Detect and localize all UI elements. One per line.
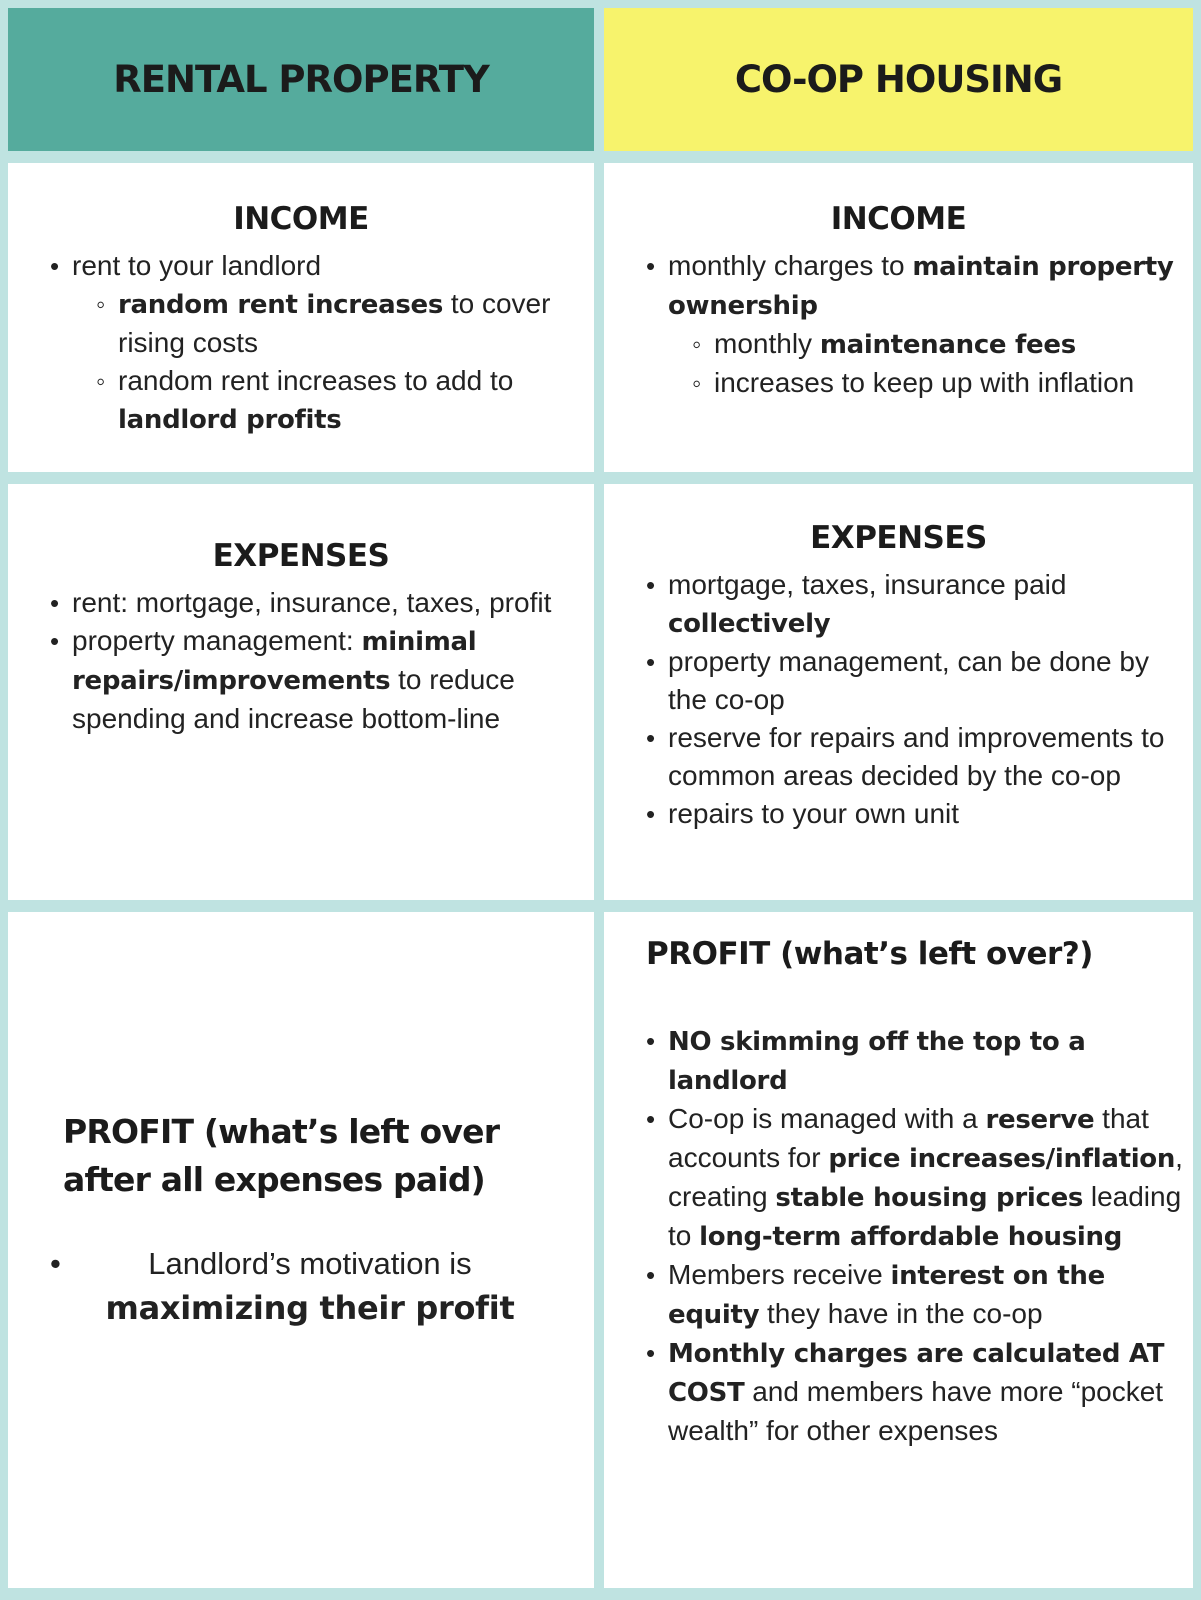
list-item: • Monthly charges are calculated AT COST and members have more “pocket wealth” for other expenses (646, 1334, 1186, 1450)
list-item: ◦ random rent increases to cover rising costs (96, 285, 570, 362)
rental-expenses-title: EXPENSES (212, 538, 390, 574)
list-item: • Members receive interest on the equity they have in the co-op (646, 1256, 1186, 1334)
motivation-text: Landlord’s motivation is (148, 1246, 472, 1281)
sub-list (96, 285, 570, 439)
list-item: • property management: minimal repairs/improvements to reduce spending and increase bottom-line (50, 622, 570, 738)
list-item: • Co-op is managed with a reserve that accounts for price increases/inflation, creating stable housing prices leading to long-term affordable housing (646, 1100, 1186, 1256)
rental-income-cell (8, 163, 594, 472)
rental-property-title: RENTAL PROPERTY (113, 58, 489, 101)
list-item: ◦ monthly maintenance fees (692, 325, 1181, 364)
list-item: ◦ increases to keep up with inflation (692, 364, 1181, 402)
coop-expenses-list (646, 566, 1181, 833)
list-item: • rent: mortgage, insurance, taxes, profit (50, 584, 570, 622)
bullet-icon: • (50, 1246, 61, 1281)
comparison-grid (8, 8, 1193, 1592)
coop-expenses-cell (604, 484, 1193, 900)
list-item: • reserve for repairs and improvements to common areas decided by the co-op (646, 719, 1181, 795)
list-item: • property management, can be done by the co-op (646, 643, 1181, 719)
rental-profit-cell (8, 912, 594, 1588)
rental-profit-title: PROFIT (what’s left over after all expenses paid) (63, 1112, 500, 1199)
list-item: • monthly charges to maintain property ownership ◦ monthly maintenance fees ◦ increases to keep up with inflation (646, 247, 1181, 402)
coop-profit-cell (604, 912, 1193, 1588)
rental-expenses-cell (8, 484, 594, 900)
coop-income-list (646, 247, 1181, 402)
rental-income-title: INCOME (233, 201, 369, 237)
coop-profit-list (646, 1022, 1186, 1450)
motivation-bold: maximizing their profit (105, 1289, 515, 1327)
coop-income-title: INCOME (830, 201, 967, 237)
coop-housing-title: CO-OP HOUSING (734, 58, 1063, 101)
rental-expenses-list (50, 584, 570, 738)
rental-property-header (8, 8, 594, 151)
coop-profit-title: PROFIT (what’s left over?) (646, 936, 1093, 972)
coop-expenses-title: EXPENSES (810, 520, 987, 556)
coop-income-cell (604, 163, 1193, 472)
coop-housing-header (604, 8, 1193, 151)
list-item: • repairs to your own unit (646, 795, 1181, 833)
sub-list (692, 325, 1181, 402)
list-item: • NO skimming off the top to a landlord (646, 1022, 1186, 1100)
rental-motivation (50, 1242, 570, 1331)
list-item: • mortgage, taxes, insurance paid collectively (646, 566, 1181, 643)
list-item: • rent to your landlord ◦ random rent increases to cover rising costs ◦ random rent increases to add to landlord profits (50, 247, 570, 439)
list-item: ◦ random rent increases to add to landlord profits (96, 362, 570, 439)
rental-income-list (50, 247, 570, 439)
